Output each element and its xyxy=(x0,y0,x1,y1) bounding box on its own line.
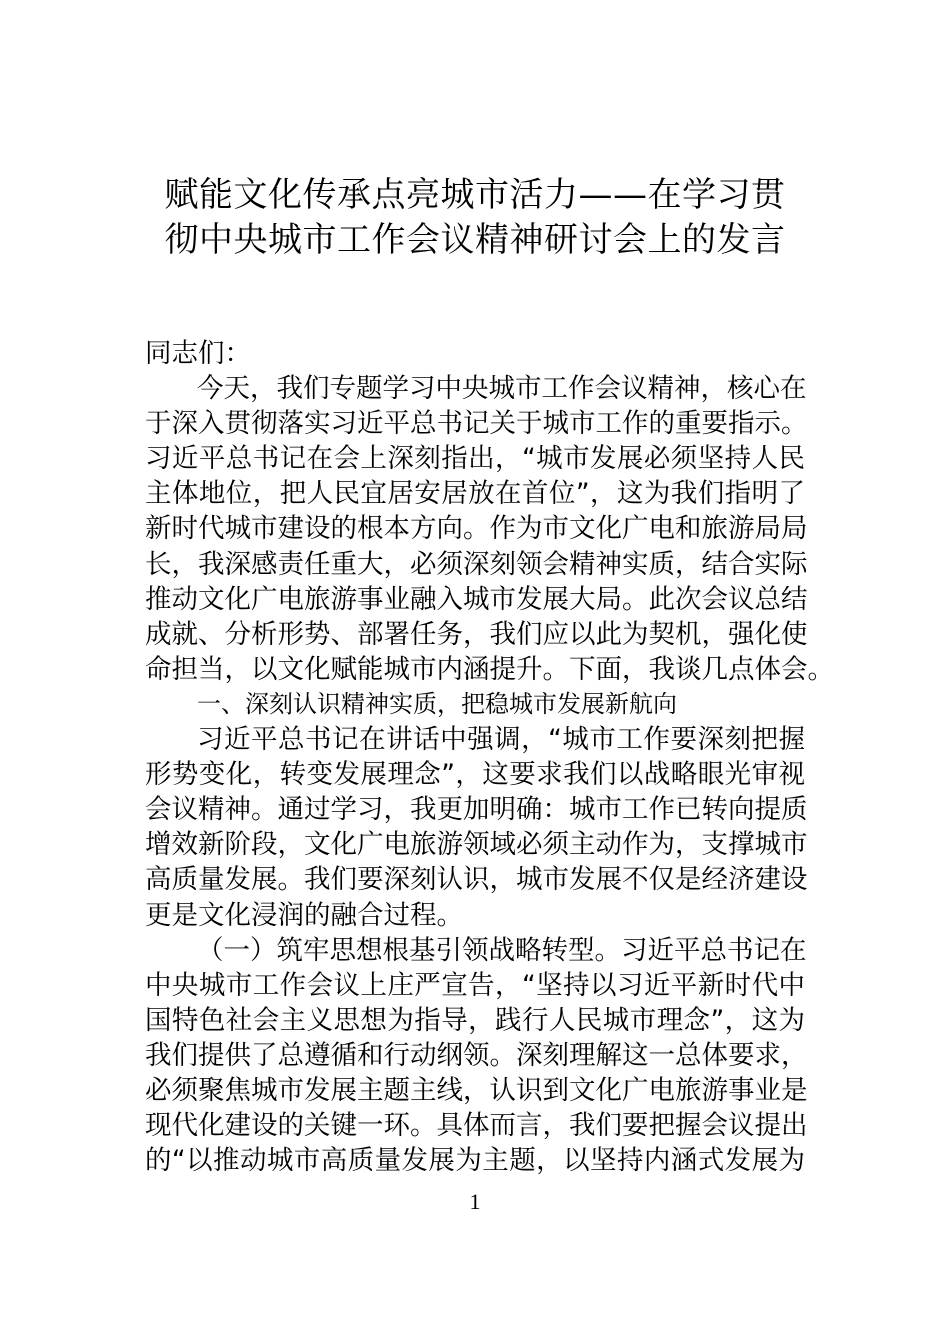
paragraph-1-line-8: 成就、分析形势、部署任务，我们应以此为契机，强化使 xyxy=(145,618,808,650)
section-heading-1: 一、深刻认识精神实质，把稳城市发展新航向 xyxy=(197,689,677,718)
paragraph-1-line-1: 今天，我们专题学习中央城市工作会议精神，核心在 xyxy=(197,373,807,405)
paragraph-1-line-3: 习近平总书记在会上深刻指出，“城市发展必须坚持人民 xyxy=(145,443,805,475)
paragraph-3-line-7: 的“以推动城市高质量发展为主题，以坚持内涵式发展为 xyxy=(145,1145,805,1177)
paragraph-1-line-4: 主体地位，把人民宜居安居放在首位”，这为我们指明了 xyxy=(145,478,805,510)
salutation: 同志们： xyxy=(145,338,251,369)
paragraph-3-line-6: 现代化建设的关键一环。具体而言，我们要把握会议提出 xyxy=(145,1110,808,1142)
document-title-line-1: 赋能文化传承点亮城市活力——在学习贯 xyxy=(164,175,786,215)
document-body xyxy=(145,336,834,1178)
paragraph-3-line-2: 中央城市工作会议上庄严宣告，“坚持以习近平新时代中 xyxy=(145,969,805,1001)
page-number: 1 xyxy=(469,1189,481,1214)
paragraph-3-line-5: 必须聚焦城市发展主题主线，认识到文化广电旅游事业是 xyxy=(145,1074,808,1106)
paragraph-2-line-6: 更是文化浸润的融合过程。 xyxy=(145,899,463,931)
paragraph-3-line-4: 我们提供了总遵循和行动纲领。深刻理解这一总体要求， xyxy=(145,1039,808,1071)
paragraph-3-line-1: （一）筑牢思想根基引领战略转型。习近平总书记在 xyxy=(197,934,807,966)
paragraph-1-line-5: 新时代城市建设的根本方向。作为市文化广电和旅游局局 xyxy=(145,513,808,545)
paragraph-2-line-4: 增效新阶段，文化广电旅游领域必须主动作为，支撑城市 xyxy=(145,829,808,861)
paragraph-3-line-3: 国特色社会主义思想为指导，践行人民城市理念”，这为 xyxy=(145,1004,805,1036)
document-title-line-2: 彻中央城市工作会议精神研讨会上的发言 xyxy=(164,220,786,260)
paragraph-1-line-6: 长，我深感责任重大，必须深刻领会精神实质，结合实际 xyxy=(145,548,808,580)
paragraph-2-line-2: 形势变化，转变发展理念”，这要求我们以战略眼光审视 xyxy=(145,759,805,791)
paragraph-2-line-1: 习近平总书记在讲话中强调，“城市工作要深刻把握 xyxy=(197,724,805,756)
paragraph-2-line-5: 高质量发展。我们要深刻认识，城市发展不仅是经济建设 xyxy=(145,864,808,896)
paragraph-1-line-7: 推动文化广电旅游事业融入城市发展大局。此次会议总结 xyxy=(145,583,808,615)
paragraph-1-line-2: 于深入贯彻落实习近平总书记关于城市工作的重要指示。 xyxy=(145,408,808,440)
paragraph-1-line-9: 命担当，以文化赋能城市内涵提升。下面，我谈几点体会。 xyxy=(145,653,834,685)
paragraph-2-line-3: 会议精神。通过学习，我更加明确：城市工作已转向提质 xyxy=(145,794,808,826)
